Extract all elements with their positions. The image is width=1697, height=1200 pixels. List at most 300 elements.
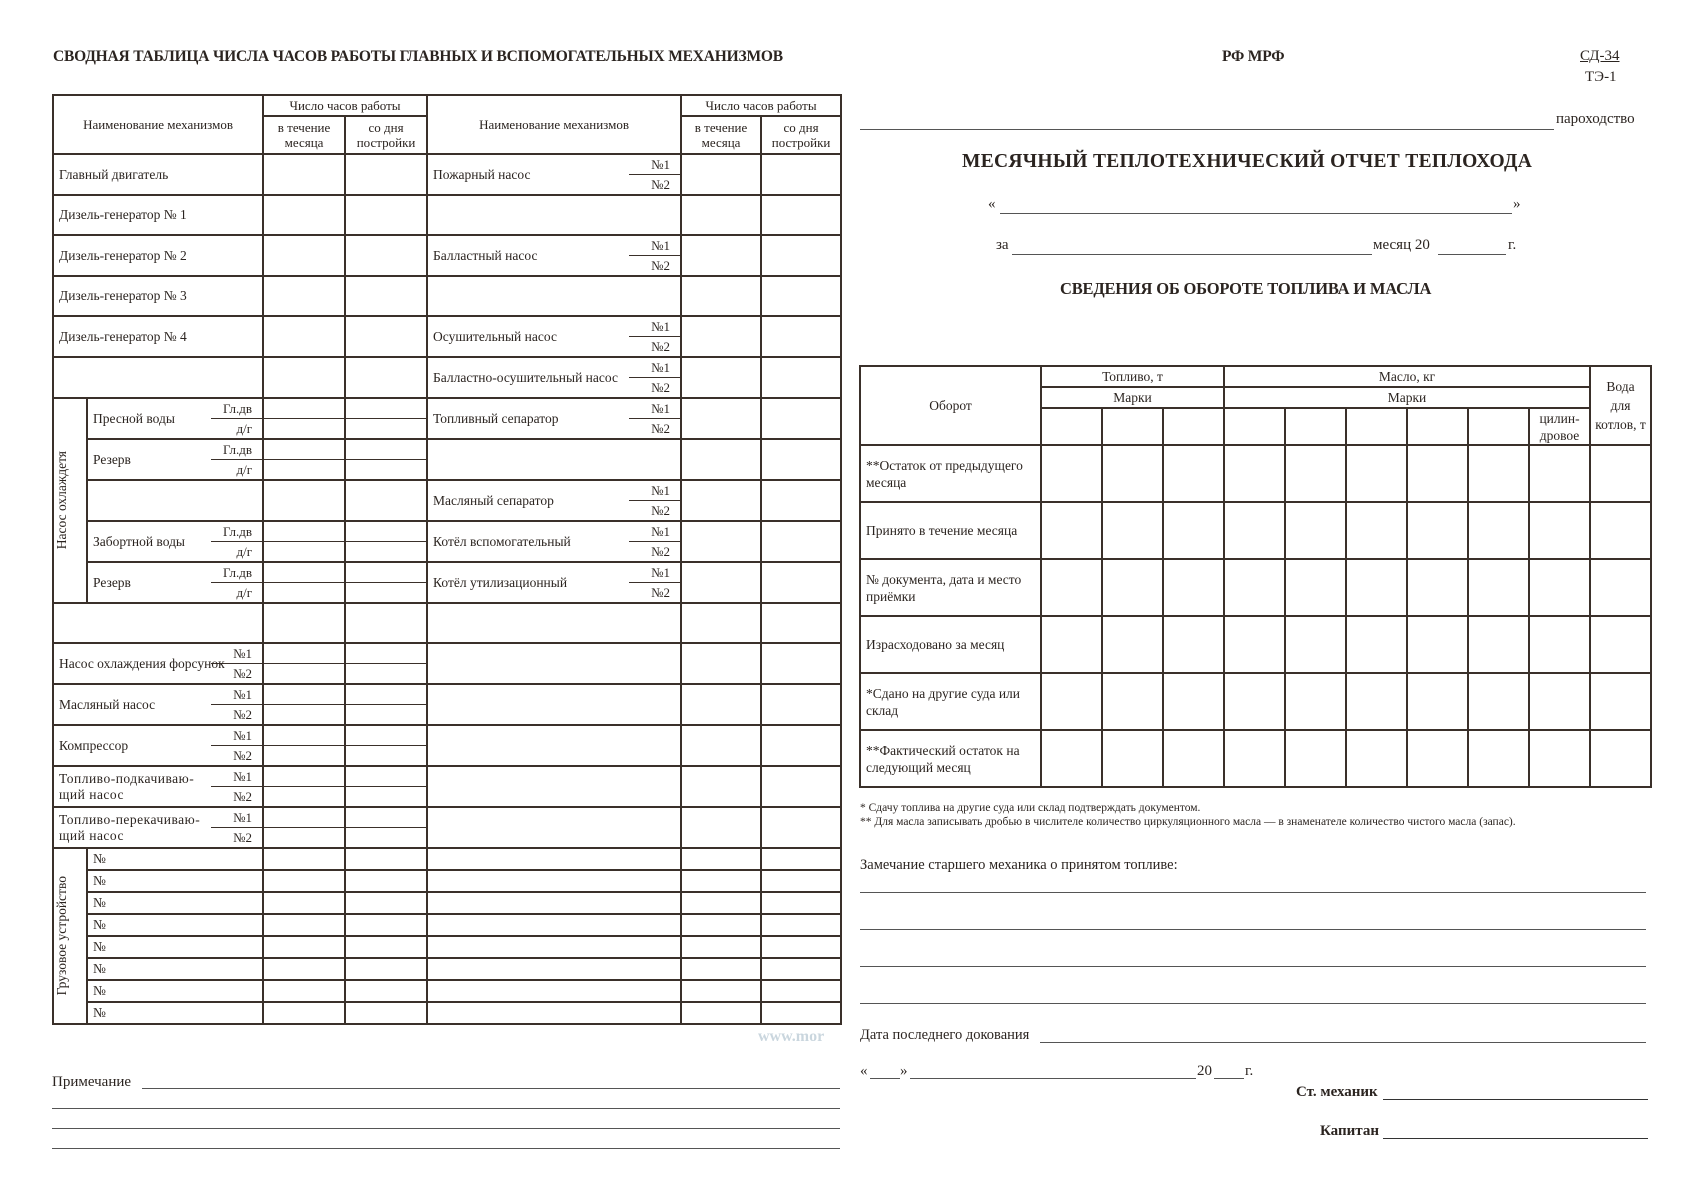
cell-input[interactable] [263, 958, 345, 980]
row-fire-pump: Пожарный насос [427, 154, 629, 195]
sub-dg: д/г [211, 583, 263, 604]
row-empty [427, 725, 681, 766]
cargo-no: № [87, 870, 263, 892]
header-month: в течение месяца [263, 116, 345, 154]
row-document: № документа, дата и место приёмки [860, 559, 1041, 616]
row-compressor: Компрессор [53, 725, 211, 766]
report-title: МЕСЯЧНЫЙ ТЕПЛОТЕХНИЧЕСКИЙ ОТЧЕТ ТЕПЛОХОДА [962, 151, 1533, 172]
cell-input[interactable] [681, 235, 761, 276]
header-since-build: со дня постройки [345, 116, 427, 154]
cell-input[interactable] [1346, 502, 1407, 559]
cell-input[interactable] [1468, 673, 1529, 730]
cell-input[interactable] [1285, 502, 1346, 559]
cell-input[interactable] [761, 980, 841, 1002]
cell-input[interactable] [263, 705, 345, 726]
cell-input[interactable] [1468, 445, 1529, 502]
cell-input[interactable] [345, 316, 427, 357]
row-injector-cooling: Насос охлаждения форсунок [53, 643, 211, 684]
cell-input[interactable] [263, 542, 345, 563]
sub-main-engine: Гл.дв [211, 398, 263, 419]
cell-input[interactable] [1529, 673, 1590, 730]
date-month-field[interactable] [910, 1078, 1196, 1079]
cell-input[interactable] [761, 643, 841, 684]
cell-input[interactable] [345, 746, 427, 767]
cell-input[interactable] [1102, 559, 1163, 616]
cargo-no: № [87, 980, 263, 1002]
cell-input[interactable] [263, 725, 345, 746]
cell-input[interactable] [263, 521, 345, 542]
header-name-2: Наименование механизмов [427, 95, 681, 154]
oil-grade-2[interactable] [1285, 408, 1346, 445]
cell-input[interactable] [1041, 445, 1102, 502]
cell-input[interactable] [263, 154, 345, 195]
cell-input[interactable] [1468, 616, 1529, 673]
cell-input[interactable] [681, 276, 761, 316]
row-fuel-booster-pump: Топливо-подкачиваю-щий насос [53, 766, 211, 807]
cell-input[interactable] [1102, 616, 1163, 673]
row-main-engine: Главный двигатель [53, 154, 263, 195]
cell-input[interactable] [1102, 730, 1163, 787]
remark-line-3[interactable] [860, 966, 1646, 967]
chief-remark-label: Замечание старшего механика о принятом топливе: [860, 857, 1178, 873]
cell-input[interactable] [1529, 730, 1590, 787]
cell-input[interactable] [761, 357, 841, 398]
cell-input[interactable] [345, 828, 427, 849]
cell-input[interactable] [681, 643, 761, 684]
company-field[interactable] [860, 129, 1554, 130]
cell-input[interactable] [345, 603, 427, 643]
cell-input[interactable] [681, 980, 761, 1002]
note-line-2[interactable] [52, 1108, 840, 1109]
remark-line-1[interactable] [860, 892, 1646, 893]
row-actual-balance: **Фактический остаток на следующий месяц [860, 730, 1041, 787]
chief-engineer-signature[interactable] [1383, 1099, 1648, 1100]
oil-grade-cylinder: цилин-дровое [1529, 408, 1590, 445]
sub-no1: №1 [629, 316, 681, 337]
row-exhaust-boiler: Котёл утилизационный [427, 562, 629, 603]
cargo-no: № [87, 936, 263, 958]
quote-open: « [988, 196, 996, 212]
cell-input[interactable] [1224, 616, 1285, 673]
cell-input[interactable] [345, 357, 427, 398]
row-empty [427, 1002, 681, 1024]
row-empty [427, 980, 681, 1002]
cell-input[interactable] [761, 480, 841, 521]
cell-input[interactable] [681, 316, 761, 357]
cell-input[interactable] [345, 542, 427, 563]
cell-input[interactable] [1163, 730, 1224, 787]
cell-input[interactable] [761, 154, 841, 195]
cell-input[interactable] [263, 1002, 345, 1024]
row-oil-separator: Масляный сепаратор [427, 480, 629, 521]
date-year-field[interactable] [1214, 1078, 1244, 1079]
note-line-3[interactable] [52, 1128, 840, 1129]
cell-input[interactable] [345, 725, 427, 746]
cell-input[interactable] [345, 562, 427, 583]
cell-input[interactable] [1163, 673, 1224, 730]
sub-no1: №1 [629, 480, 681, 501]
cargo-no: № [87, 892, 263, 914]
cell-input[interactable] [345, 870, 427, 892]
cell-input[interactable] [681, 398, 761, 439]
header-fuel-grades: Марки [1041, 387, 1224, 408]
sub-no2: №2 [629, 501, 681, 522]
date-quote-close: » [900, 1063, 908, 1079]
cell-input[interactable] [1529, 502, 1590, 559]
footnote-1: * Сдачу топлива на другие суда или склад подтверждать документом. [860, 802, 1201, 814]
header-since-build-2: со дня постройки [761, 116, 841, 154]
sub-no1: №1 [211, 807, 263, 828]
sub-no2: №2 [629, 419, 681, 440]
cell-input[interactable] [345, 766, 427, 787]
vessel-name-field[interactable] [1000, 213, 1512, 214]
fuel-grade-1[interactable] [1041, 408, 1102, 445]
cell-input[interactable] [681, 807, 761, 848]
cell-input[interactable] [1285, 445, 1346, 502]
cell-input[interactable] [1224, 445, 1285, 502]
cell-input[interactable] [761, 892, 841, 914]
sub-no2: №2 [629, 542, 681, 563]
cell-input[interactable] [1590, 559, 1651, 616]
cell-input[interactable] [681, 766, 761, 807]
cell-input[interactable] [1468, 559, 1529, 616]
remark-line-2[interactable] [860, 929, 1646, 930]
cell-input[interactable] [263, 892, 345, 914]
cell-input[interactable] [345, 936, 427, 958]
cell-input[interactable] [263, 787, 345, 808]
date-quote-open: « [860, 1063, 868, 1079]
sub-no2: №2 [629, 256, 681, 277]
oil-grade-5[interactable] [1468, 408, 1529, 445]
row-sea-water: Забортной воды [87, 521, 211, 562]
year-field[interactable] [1438, 254, 1506, 255]
cell-input[interactable] [1041, 673, 1102, 730]
cell-input[interactable] [1224, 559, 1285, 616]
cell-input[interactable] [263, 936, 345, 958]
fuel-grade-3[interactable] [1163, 408, 1224, 445]
cell-input[interactable] [1529, 445, 1590, 502]
cell-input[interactable] [761, 807, 841, 848]
header-hours-2: Число часов работы [681, 95, 841, 116]
row-dg3: Дизель-генератор № 3 [53, 276, 263, 316]
cell-input[interactable] [345, 583, 427, 604]
row-fuel-transfer-pump: Топливо-перекачиваю-щий насос [53, 807, 211, 848]
cell-input[interactable] [1041, 559, 1102, 616]
cell-input[interactable] [263, 664, 345, 685]
group-cargo-label: Грузовое устройство [54, 876, 69, 996]
row-empty [427, 870, 681, 892]
cell-input[interactable] [761, 562, 841, 603]
cell-input[interactable] [1468, 730, 1529, 787]
month-field[interactable] [1012, 254, 1372, 255]
row-empty [427, 276, 681, 316]
cell-input[interactable] [345, 521, 427, 542]
cell-input[interactable] [1163, 502, 1224, 559]
summary-table-title: СВОДНАЯ ТАБЛИЦА ЧИСЛА ЧАСОВ РАБОТЫ ГЛАВНЫХ И ВСПОМОГАТЕЛЬНЫХ МЕХАНИЗМОВ [53, 48, 783, 65]
cell-input[interactable] [345, 643, 427, 664]
cell-input[interactable] [263, 235, 345, 276]
cell-input[interactable] [345, 958, 427, 980]
sub-no2: №2 [211, 787, 263, 808]
cell-input[interactable] [345, 848, 427, 870]
cell-input[interactable] [345, 684, 427, 705]
section-title: СВЕДЕНИЯ ОБ ОБОРОТЕ ТОПЛИВА И МАСЛА [1060, 279, 1432, 298]
cell-input[interactable] [761, 870, 841, 892]
row-fresh-water: Пресной воды [87, 398, 211, 439]
fuel-oil-turnover-table [859, 365, 1652, 788]
cell-input[interactable] [681, 521, 761, 562]
cell-input[interactable] [263, 746, 345, 767]
cell-input[interactable] [263, 828, 345, 849]
cell-input[interactable] [345, 398, 427, 419]
sub-dg: д/г [211, 419, 263, 440]
row-dg1: Дизель-генератор № 1 [53, 195, 263, 235]
cell-input[interactable] [1041, 730, 1102, 787]
cell-input[interactable] [681, 684, 761, 725]
remark-line-4[interactable] [860, 1003, 1646, 1004]
cell-input[interactable] [1346, 616, 1407, 673]
cargo-no: № [87, 914, 263, 936]
cell-input[interactable] [345, 1002, 427, 1024]
oil-grade-3[interactable] [1346, 408, 1407, 445]
watermark: www.mor [758, 1028, 825, 1045]
cell-input[interactable] [263, 419, 345, 440]
cell-input[interactable] [761, 195, 841, 235]
cell-input[interactable] [761, 766, 841, 807]
note-label: Примечание [52, 1074, 132, 1090]
cell-input[interactable] [1285, 673, 1346, 730]
cell-input[interactable] [263, 766, 345, 787]
cell-input[interactable] [263, 870, 345, 892]
cell-input[interactable] [263, 276, 345, 316]
cell-input[interactable] [1346, 730, 1407, 787]
cell-input[interactable] [345, 807, 427, 828]
sub-no1: №1 [629, 521, 681, 542]
cell-input[interactable] [263, 914, 345, 936]
cell-input[interactable] [345, 439, 427, 460]
cell-input[interactable] [1102, 445, 1163, 502]
cell-input[interactable] [1285, 730, 1346, 787]
cell-input[interactable] [761, 936, 841, 958]
cell-input[interactable] [681, 848, 761, 870]
cell-input[interactable] [263, 316, 345, 357]
fuel-grade-2[interactable] [1102, 408, 1163, 445]
cell-input[interactable] [1529, 616, 1590, 673]
cell-input[interactable] [761, 725, 841, 766]
cell-input[interactable] [681, 870, 761, 892]
cell-input[interactable] [345, 664, 427, 685]
cell-input[interactable] [1529, 559, 1590, 616]
sub-main-engine: Гл.дв [211, 439, 263, 460]
cell-input[interactable] [1346, 673, 1407, 730]
cell-input[interactable] [681, 195, 761, 235]
cell-input[interactable] [761, 235, 841, 276]
cell-input[interactable] [1224, 730, 1285, 787]
cell-input[interactable] [345, 154, 427, 195]
cell-input[interactable] [345, 480, 427, 521]
cell-input[interactable] [1163, 445, 1224, 502]
cell-input[interactable] [1285, 616, 1346, 673]
cell-input[interactable] [761, 276, 841, 316]
form-code: СД-34 [1580, 48, 1620, 64]
cell-input[interactable] [345, 980, 427, 1002]
year-suffix: г. [1508, 237, 1517, 253]
cell-input[interactable] [681, 439, 761, 480]
header-oil: Масло, кг [1224, 366, 1590, 387]
company-suffix: пароходство [1556, 111, 1635, 127]
cell-input[interactable] [761, 603, 841, 643]
cell-input[interactable] [681, 562, 761, 603]
note-line-4[interactable] [52, 1148, 840, 1149]
row-empty [427, 914, 681, 936]
month-label: месяц 20 [1373, 237, 1430, 253]
cell-input[interactable] [1407, 673, 1468, 730]
cell-input[interactable] [1590, 445, 1651, 502]
cell-input[interactable] [345, 195, 427, 235]
cell-input[interactable] [263, 480, 345, 521]
sub-no1: №1 [211, 766, 263, 787]
cell-input[interactable] [345, 419, 427, 440]
cell-input[interactable] [761, 316, 841, 357]
row-empty [87, 480, 263, 521]
cell-input[interactable] [681, 936, 761, 958]
cell-input[interactable] [263, 848, 345, 870]
cell-input[interactable] [263, 460, 345, 481]
cell-input[interactable] [761, 848, 841, 870]
cargo-no: № [87, 958, 263, 980]
cell-input[interactable] [1407, 616, 1468, 673]
row-ballast-bilge-pump: Балластно-осушительный насос [427, 357, 629, 398]
cell-input[interactable] [263, 439, 345, 460]
cell-input[interactable] [1285, 559, 1346, 616]
cell-input[interactable] [1041, 616, 1102, 673]
cell-input[interactable] [263, 357, 345, 398]
cell-input[interactable] [345, 914, 427, 936]
sub-main-engine: Гл.дв [211, 562, 263, 583]
cell-input[interactable] [1590, 502, 1651, 559]
cell-input[interactable] [761, 914, 841, 936]
cell-input[interactable] [345, 460, 427, 481]
cell-input[interactable] [1407, 559, 1468, 616]
cell-input[interactable] [345, 705, 427, 726]
cell-input[interactable] [263, 562, 345, 583]
sub-dg: д/г [211, 460, 263, 481]
cell-input[interactable] [681, 480, 761, 521]
date-year-prefix: 20 [1197, 1063, 1212, 1079]
sub-no1: №1 [629, 562, 681, 583]
group-cargo-gear [53, 848, 87, 1024]
last-dock-field[interactable] [1040, 1042, 1646, 1043]
cell-input[interactable] [1590, 616, 1651, 673]
row-empty [427, 195, 681, 235]
cell-input[interactable] [1407, 502, 1468, 559]
last-dock-label: Дата последнего докования [860, 1027, 1030, 1043]
date-day-field[interactable] [870, 1078, 900, 1079]
header-hours: Число часов работы [263, 95, 427, 116]
captain-signature[interactable] [1383, 1138, 1648, 1139]
cell-input[interactable] [761, 521, 841, 562]
sub-no2: №2 [211, 746, 263, 767]
cell-input[interactable] [761, 958, 841, 980]
header-oil-grades: Марки [1224, 387, 1590, 408]
cell-input[interactable] [761, 1002, 841, 1024]
cell-input[interactable] [681, 1002, 761, 1024]
cell-input[interactable] [1041, 502, 1102, 559]
machinery-hours-table [52, 94, 842, 1025]
cell-input[interactable] [345, 235, 427, 276]
quote-close: » [1513, 196, 1521, 212]
cell-input[interactable] [1590, 673, 1651, 730]
form-sub-code: ТЭ-1 [1585, 69, 1617, 85]
chief-engineer-label: Ст. механик [1296, 1084, 1378, 1100]
cell-input[interactable] [1224, 502, 1285, 559]
cell-input[interactable] [345, 276, 427, 316]
oil-grade-4[interactable] [1407, 408, 1468, 445]
date-year-suffix: г. [1245, 1063, 1254, 1079]
cell-input[interactable] [345, 892, 427, 914]
oil-grade-1[interactable] [1224, 408, 1285, 445]
cell-input[interactable] [1224, 673, 1285, 730]
cell-input[interactable] [1590, 730, 1651, 787]
captain-label: Капитан [1320, 1123, 1379, 1139]
note-line-1[interactable] [142, 1088, 840, 1089]
cell-input[interactable] [1468, 502, 1529, 559]
cell-input[interactable] [263, 643, 345, 664]
cell-input[interactable] [761, 398, 841, 439]
cell-input[interactable] [681, 892, 761, 914]
cell-input[interactable] [1102, 502, 1163, 559]
sub-dg: д/г [211, 542, 263, 563]
cell-input[interactable] [1346, 445, 1407, 502]
cell-input[interactable] [263, 603, 345, 643]
cell-input[interactable] [681, 725, 761, 766]
cell-input[interactable] [1346, 559, 1407, 616]
header-boiler-water: Вода для котлов, т [1590, 366, 1651, 445]
sub-no1: №1 [629, 154, 681, 175]
cell-input[interactable] [761, 684, 841, 725]
group-cooling-pump [53, 398, 87, 603]
cell-input[interactable] [1102, 673, 1163, 730]
cell-input[interactable] [681, 603, 761, 643]
sub-no2: №2 [629, 175, 681, 196]
cell-input[interactable] [1163, 559, 1224, 616]
cell-input[interactable] [263, 684, 345, 705]
cell-input[interactable] [345, 787, 427, 808]
cell-input[interactable] [681, 357, 761, 398]
row-empty [427, 807, 681, 848]
cell-input[interactable] [681, 958, 761, 980]
sub-main-engine: Гл.дв [211, 521, 263, 542]
cell-input[interactable] [1407, 730, 1468, 787]
cell-input[interactable] [263, 980, 345, 1002]
cell-input[interactable] [263, 195, 345, 235]
cell-input[interactable] [761, 439, 841, 480]
cargo-no: № [87, 848, 263, 870]
row-empty [53, 357, 263, 398]
cell-input[interactable] [681, 154, 761, 195]
cell-input[interactable] [1163, 616, 1224, 673]
cell-input[interactable] [263, 807, 345, 828]
row-received: Принято в течение месяца [860, 502, 1041, 559]
cell-input[interactable] [263, 583, 345, 604]
cell-input[interactable] [263, 398, 345, 419]
row-ballast-pump: Балластный насос [427, 235, 629, 276]
row-empty [53, 603, 263, 643]
sub-no1: №1 [629, 398, 681, 419]
cell-input[interactable] [1407, 445, 1468, 502]
row-empty [427, 892, 681, 914]
cell-input[interactable] [681, 914, 761, 936]
